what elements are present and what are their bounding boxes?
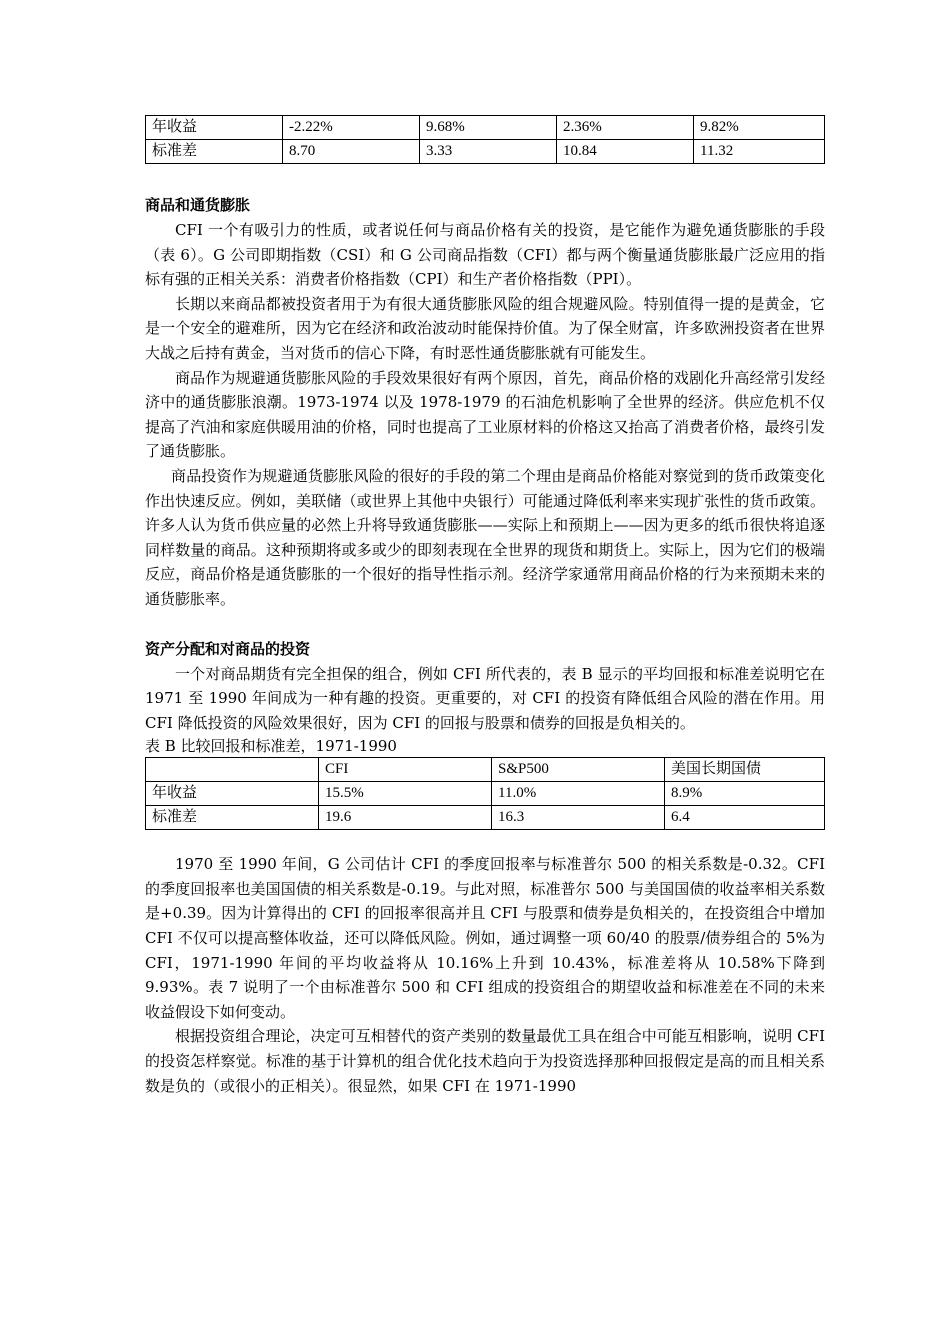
table-cell: 标准差	[146, 140, 283, 164]
table-row	[146, 140, 825, 164]
table-cell: -2.22%	[283, 116, 420, 140]
paragraph: 长期以来商品都被投资者用于为有很大通货膨胀风险的组合规避风险。特别值得一提的是黄金，它是一个安全的避难所，因为它在经济和政治波动时能保持价值。为了保全财富，许多欧洲投资者在世界大战之后持有黄金，当对货币的信心下降，有时恶性通货膨胀就有可能发生。	[145, 294, 825, 362]
table-cell: 9.82%	[694, 116, 825, 140]
table-caption: 表 B 比较回报和标准差，1971-1990	[145, 737, 397, 756]
table-cell: 2.36%	[557, 116, 694, 140]
table-row	[146, 782, 825, 806]
document-page	[145, 115, 825, 1098]
paragraph: 一个对商品期货有完全担保的组合，例如 CFI 所代表的，表 B 显示的平均回报和标准差说明它在 1971 至 1990 年间成为一种有趣的投资。更重要的，对 CFI 的投资有降低组合风险的潜在作用。用 CFI 降低投资的风险效果很好，因为 CFI 的回报与股票和债券的回报是负相关的。	[145, 664, 825, 732]
paragraph: 根据投资组合理论，决定可互相替代的资产类别的数量最优工具在组合中可能互相影响，说明 CFI 的投资怎样察觉。标准的基于计算机的组合优化技术趋向于为投资选择那种回报假定是高的而且相关系数是负的（或很小的正相关）。很显然，如果 CFI 在 1971-1990	[145, 1027, 825, 1095]
paragraph: CFI 一个有吸引力的性质，或者说任何与商品价格有关的投资，是它能作为避免通货膨胀的手段（表 6）。G 公司即期指数（CSI）和 G 公司商品指数（CFI）都与两个衡量通货膨胀最广泛应用的指标有强的正相关关系：消费者价格指数（CPI）和生产者价格指数（PPI）。	[145, 221, 825, 289]
table-cell: 3.33	[420, 140, 557, 164]
table-cell: 15.5%	[319, 782, 492, 806]
table-header-row	[146, 758, 825, 782]
returns-table-b	[145, 757, 825, 830]
table-cell: 8.9%	[665, 782, 825, 806]
table-header-cell: S&P500	[492, 758, 665, 782]
paragraph: 1970 至 1990 年间，G 公司估计 CFI 的季度回报率与标准普尔 500 的相关系数是-0.32。CFI 的季度回报率也美国国债的相关系数是-0.19。与此对照，标准普尔 500 与美国国债的收益率相关系数是+0.39。因为计算得出的 CFI 的回报率很高并且 CFI 与股票和债券是负相关的，在投资组合中增加 CFI 不仅可以提高整体收益，还可以降低风险。例如，通过调整一项 60/40 的股票/债券组合的 5%为 CFI，1971-1990 年间的平均收益将从 10.16%上升到 10.43%，标准差将从 10.58%下降到 9.93%。表 7 说明了一个由标准普尔 500 和 CFI 组成的投资组合的期望收益和标准差在不同的未来收益假设下如何变动。	[145, 855, 825, 1021]
table-header-cell: 美国长期国债	[665, 758, 825, 782]
table-cell: 16.3	[492, 806, 665, 830]
table-row	[146, 806, 825, 830]
section-heading-asset-allocation: 资产分配和对商品的投资	[145, 639, 311, 658]
table-cell: 11.32	[694, 140, 825, 164]
table-cell: 11.0%	[492, 782, 665, 806]
paragraph: 商品作为规避通货膨胀风险的手段效果很好有两个原因，首先，商品价格的戏剧化升高经常引发经济中的通货膨胀浪潮。1973-1974 以及 1978-1979 的石油危机影响了全世界的经济。供应危机不仅提高了汽油和家庭供暖用油的价格，同时也提高了工业原材料的价格这又抬高了消费者价格，最终引发了通货膨胀。	[145, 368, 825, 461]
table-cell: 年收益	[146, 116, 283, 140]
table-cell: 9.68%	[420, 116, 557, 140]
table-cell: 年收益	[146, 782, 319, 806]
table-header-cell: CFI	[319, 758, 492, 782]
table-cell: 标准差	[146, 806, 319, 830]
paragraph: 商品投资作为规避通货膨胀风险的很好的手段的第二个理由是商品价格能对察觉到的货币政策变化作出快速反应。例如，美联储（或世界上其他中央银行）可能通过降低利率来实现扩张性的货币政策。许多人认为货币供应量的必然上升将导致通货膨胀——实际上和预期上——因为更多的纸币很快将追逐同样数量的商品。这种预期将或多或少的即刻表现在全世界的现货和期货上。实际上，因为它们的极端反应，商品价格是通货膨胀的一个很好的指导性指示剂。经济学家通常用商品价格的行为来预期未来的通货膨胀率。	[145, 466, 825, 608]
table-row	[146, 116, 825, 140]
table-cell: 6.4	[665, 806, 825, 830]
table-header-cell	[146, 758, 319, 782]
table-cell: 19.6	[319, 806, 492, 830]
returns-table-a	[145, 115, 825, 164]
table-cell: 10.84	[557, 140, 694, 164]
section-heading-inflation: 商品和通货膨胀	[145, 196, 251, 214]
table-cell: 8.70	[283, 140, 420, 164]
